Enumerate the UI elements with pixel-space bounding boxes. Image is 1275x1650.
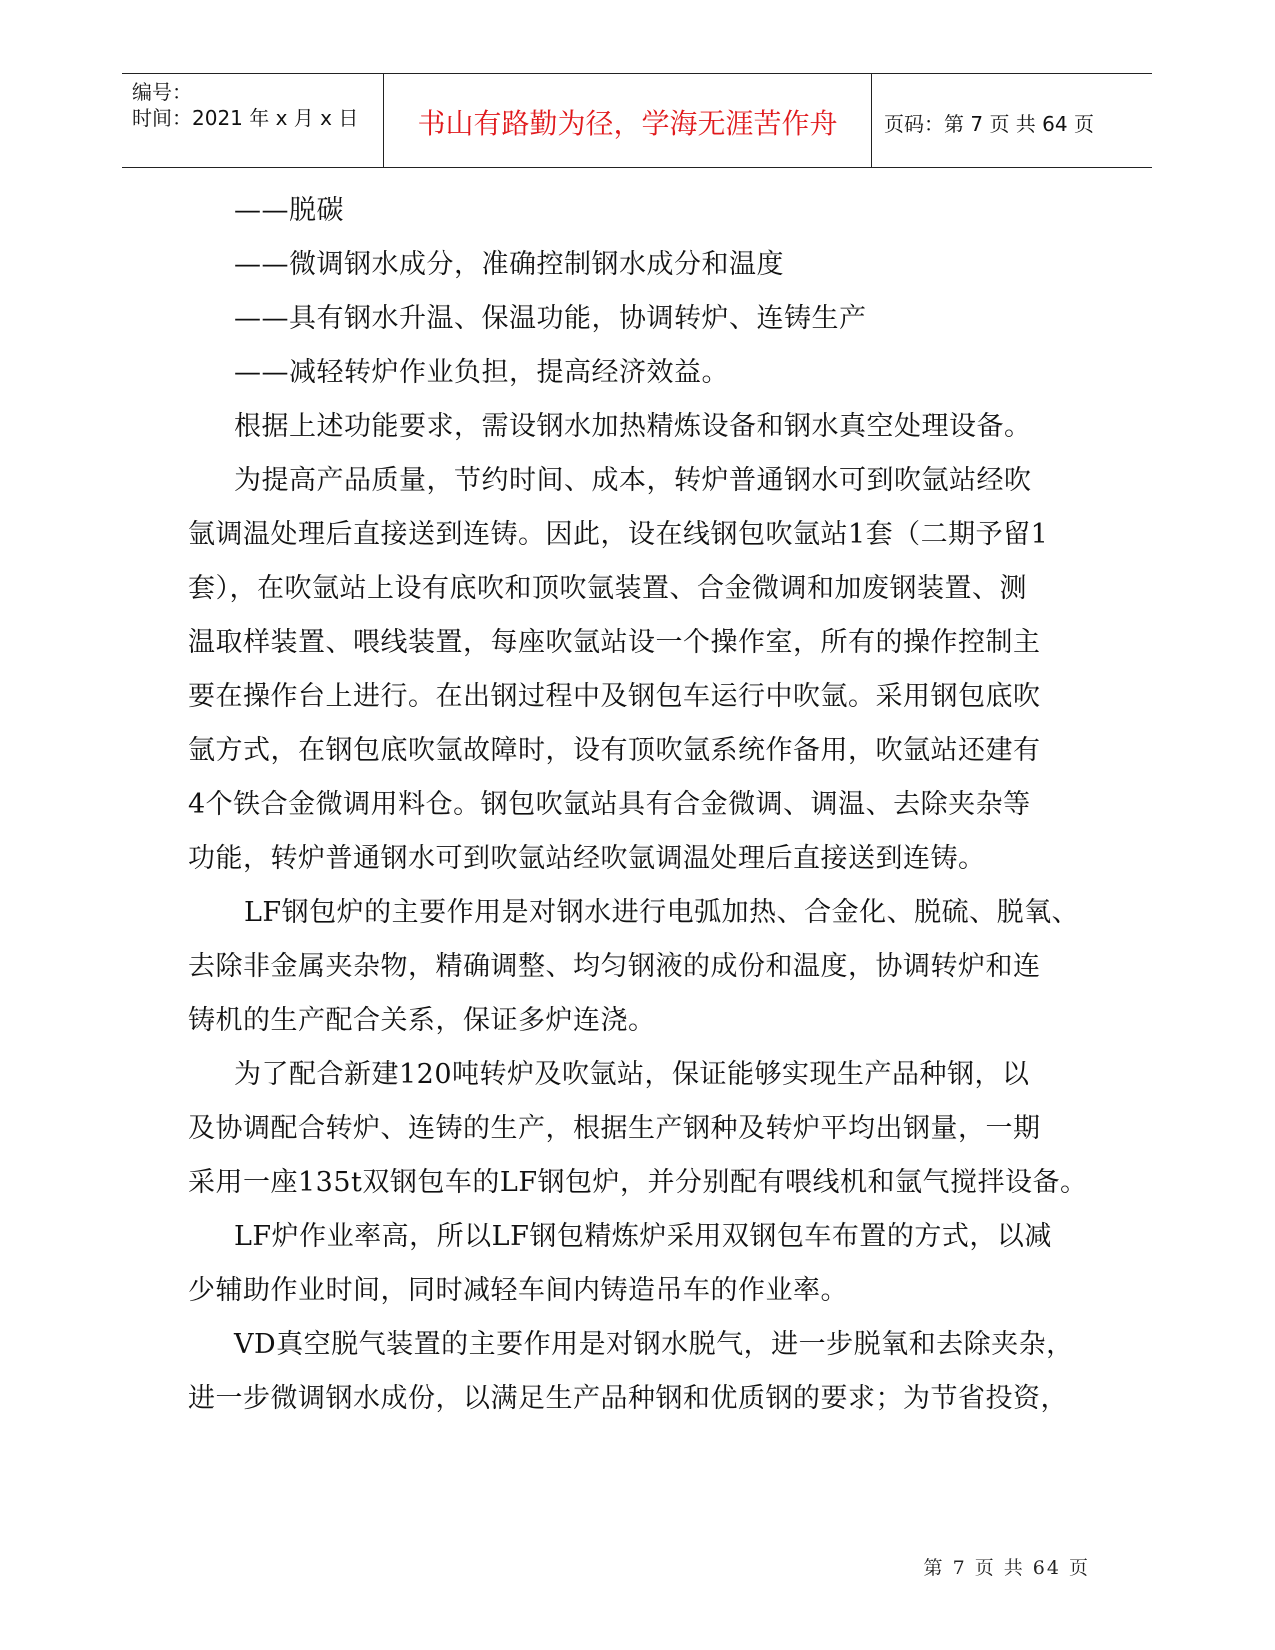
header-page-cell — [872, 74, 1152, 167]
body-line: ——脱碳 — [234, 195, 344, 226]
body-line: 根据上述功能要求，需设钢水加热精炼设备和钢水真空处理设备。 — [234, 411, 1032, 442]
body-line: ——减轻转炉作业负担，提高经济效益。 — [234, 357, 729, 388]
body-line: 氩调温处理后直接送到连铸。因此，设在线钢包吹氩站1套（二期予留1 — [188, 519, 1049, 550]
body-line: LF炉作业率高，所以LF钢包精炼炉采用双钢包车布置的方式，以减 — [234, 1221, 1052, 1252]
page-header — [122, 73, 1152, 168]
body-line: LF钢包炉的主要作用是对钢水进行电弧加热、合金化、脱硫、脱氧、 — [244, 897, 1080, 928]
header-motto-cell — [384, 74, 872, 167]
header-info-cell — [122, 74, 384, 167]
body-line: 为提高产品质量，节约时间、成本，转炉普通钢水可到吹氩站经吹 — [234, 465, 1032, 496]
body-line: 及协调配合转炉、连铸的生产，根据生产钢种及转炉平均出钢量，一期 — [188, 1113, 1041, 1144]
body-line: 温取样装置、喂线装置，每座吹氩站设一个操作室，所有的操作控制主 — [188, 627, 1041, 658]
body-line: 为了配合新建120吨转炉及吹氩站，保证能够实现生产品种钢，以 — [234, 1059, 1030, 1090]
page-number-label: 页码：第 7 页 共 64 页 — [884, 112, 1094, 136]
body-line: 氩方式，在钢包底吹氩故障时，设有顶吹氩系统作备用，吹氩站还建有 — [188, 735, 1041, 766]
date-label: 时间：2021 年 x 月 x 日 — [132, 106, 359, 130]
body-line: 去除非金属夹杂物，精确调整、均匀钢液的成份和温度，协调转炉和连 — [188, 951, 1041, 982]
body-line: ——微调钢水成分，准确控制钢水成分和温度 — [234, 249, 784, 280]
body-line: VD真空脱气装置的主要作用是对钢水脱气，进一步脱氧和去除夹杂， — [234, 1329, 1074, 1360]
code-label: 编号： — [132, 80, 192, 104]
body-line: 少辅助作业时间，同时减轻车间内铸造吊车的作业率。 — [188, 1275, 848, 1306]
body-line: 采用一座135t双钢包车的LF钢包炉，并分别配有喂线机和氩气搅拌设备。 — [188, 1167, 1088, 1198]
motto-text: 书山有路勤为径，学海无涯苦作舟 — [417, 107, 838, 140]
body-line: 功能，转炉普通钢水可到吹氩站经吹氩调温处理后直接送到连铸。 — [188, 843, 986, 874]
body-line: 4个铁合金微调用料仓。钢包吹氩站具有合金微调、调温、去除夹杂等 — [188, 789, 1031, 820]
body-line: 铸机的生产配合关系，保证多炉连浇。 — [188, 1005, 656, 1036]
body-line: 要在操作台上进行。在出钢过程中及钢包车运行中吹氩。采用钢包底吹 — [188, 681, 1041, 712]
body-line: 进一步微调钢水成份，以满足生产品种钢和优质钢的要求；为节省投资， — [188, 1383, 1068, 1414]
body-line: ——具有钢水升温、保温功能，协调转炉、连铸生产 — [234, 303, 867, 334]
body-line: 套），在吹氩站上设有底吹和顶吹氩装置、合金微调和加废钢装置、测 — [188, 573, 1027, 604]
page-footer: 第 7 页 共 64 页 — [923, 1557, 1090, 1579]
